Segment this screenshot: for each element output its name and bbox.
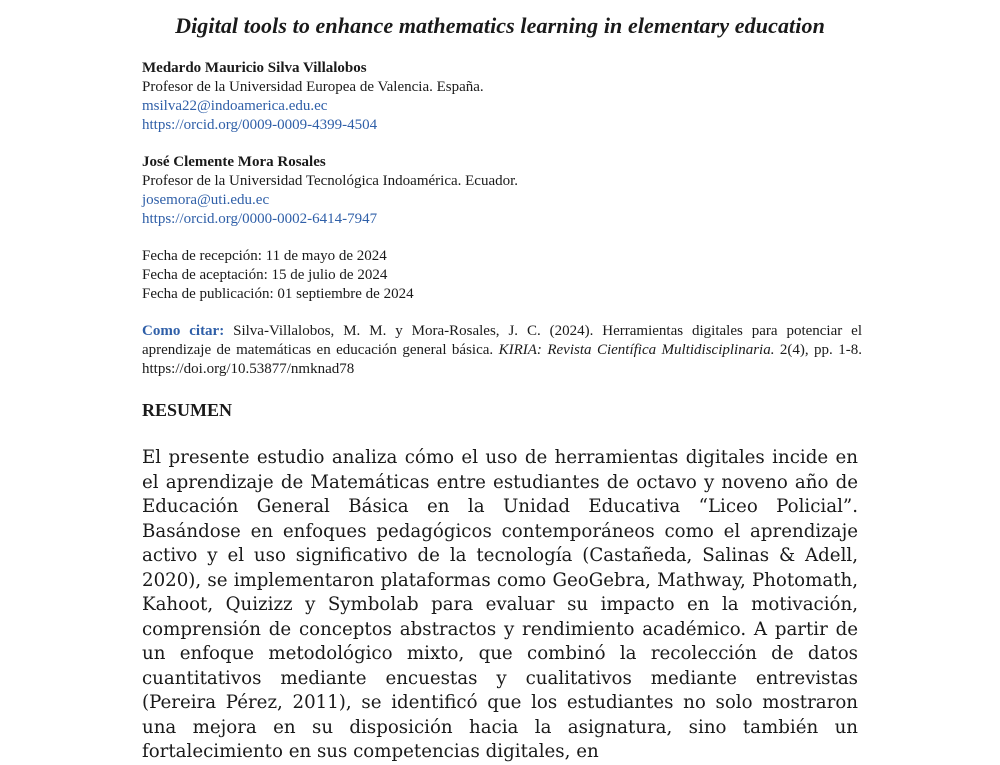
- author-block-2: [142, 153, 862, 229]
- author-block-1: [142, 59, 862, 135]
- paper-title: Digital tools to enhance mathematics learning in elementary education: [175, 13, 825, 38]
- author-name: José Clemente Mora Rosales: [142, 154, 326, 170]
- abstract-text: El presente estudio analiza cómo el uso de herramientas digitales incide en el aprendizaje de Matemáticas entre estudiantes de octavo y noveno año de Educación General Básica en la Unidad Educativa “Liceo Policial”. Basándose en enfoques pedagógicos contemporáneos como el aprendizaje activo y el uso significativo de la tecnología (Castañeda, Salinas & Adell, 2020), se implementaron plataformas como GeoGebra, Mathway, Photomath, Kahoot, Quizizz y Symbolab para evaluar su impacto en la motivación, comprensión de conceptos abstractos y rendimiento académico. A partir de un enfoque metodológico mixto, que combinó la recolección de datos cuantitativos mediante encuestas y cualitativos mediante entrevistas (Pereira Pérez, 2011), se identificó que los estudiantes no solo mostraron una mejora en su disposición hacia la asignatura, sino también un fortalecimiento en sus competencias digitales, en: [142, 447, 858, 762]
- section-heading-resumen: RESUMEN: [142, 400, 233, 420]
- citation-label: Como citar:: [142, 323, 225, 339]
- author-affiliation: Profesor de la Universidad Europea de Valencia. España.: [142, 79, 484, 95]
- author-orcid-link[interactable]: https://orcid.org/0000-0002-6414-7947: [142, 211, 378, 227]
- date-received: Fecha de recepción: 11 de mayo de 2024: [142, 248, 387, 264]
- citation-text: Silva-Villalobos, M. M. y Mora-Rosales, J. C. (2024). Herramientas digitales para potenciar el aprendizaje de matemáticas en educación general básica.: [142, 323, 862, 358]
- author-name: Medardo Mauricio Silva Villalobos: [142, 60, 367, 76]
- publication-dates: [142, 247, 862, 304]
- author-affiliation: Profesor de la Universidad Tecnológica Indoamérica. Ecuador.: [142, 173, 519, 189]
- citation-journal: KIRIA: Revista Científica Multidisciplinaria.: [498, 342, 775, 358]
- author-email-link[interactable]: josemora@uti.edu.ec: [142, 192, 270, 208]
- date-published: Fecha de publicación: 01 septiembre de 2024: [142, 286, 414, 302]
- citation-doi: 2(4), pp. 1-8. https://doi.org/10.53877/nmknad78: [142, 342, 862, 377]
- date-accepted: Fecha de aceptación: 15 de julio de 2024: [142, 267, 388, 283]
- author-email-link[interactable]: msilva22@indoamerica.edu.ec: [142, 98, 328, 114]
- citation-block: [142, 322, 862, 379]
- author-orcid-link[interactable]: https://orcid.org/0009-0009-4399-4504: [142, 117, 378, 133]
